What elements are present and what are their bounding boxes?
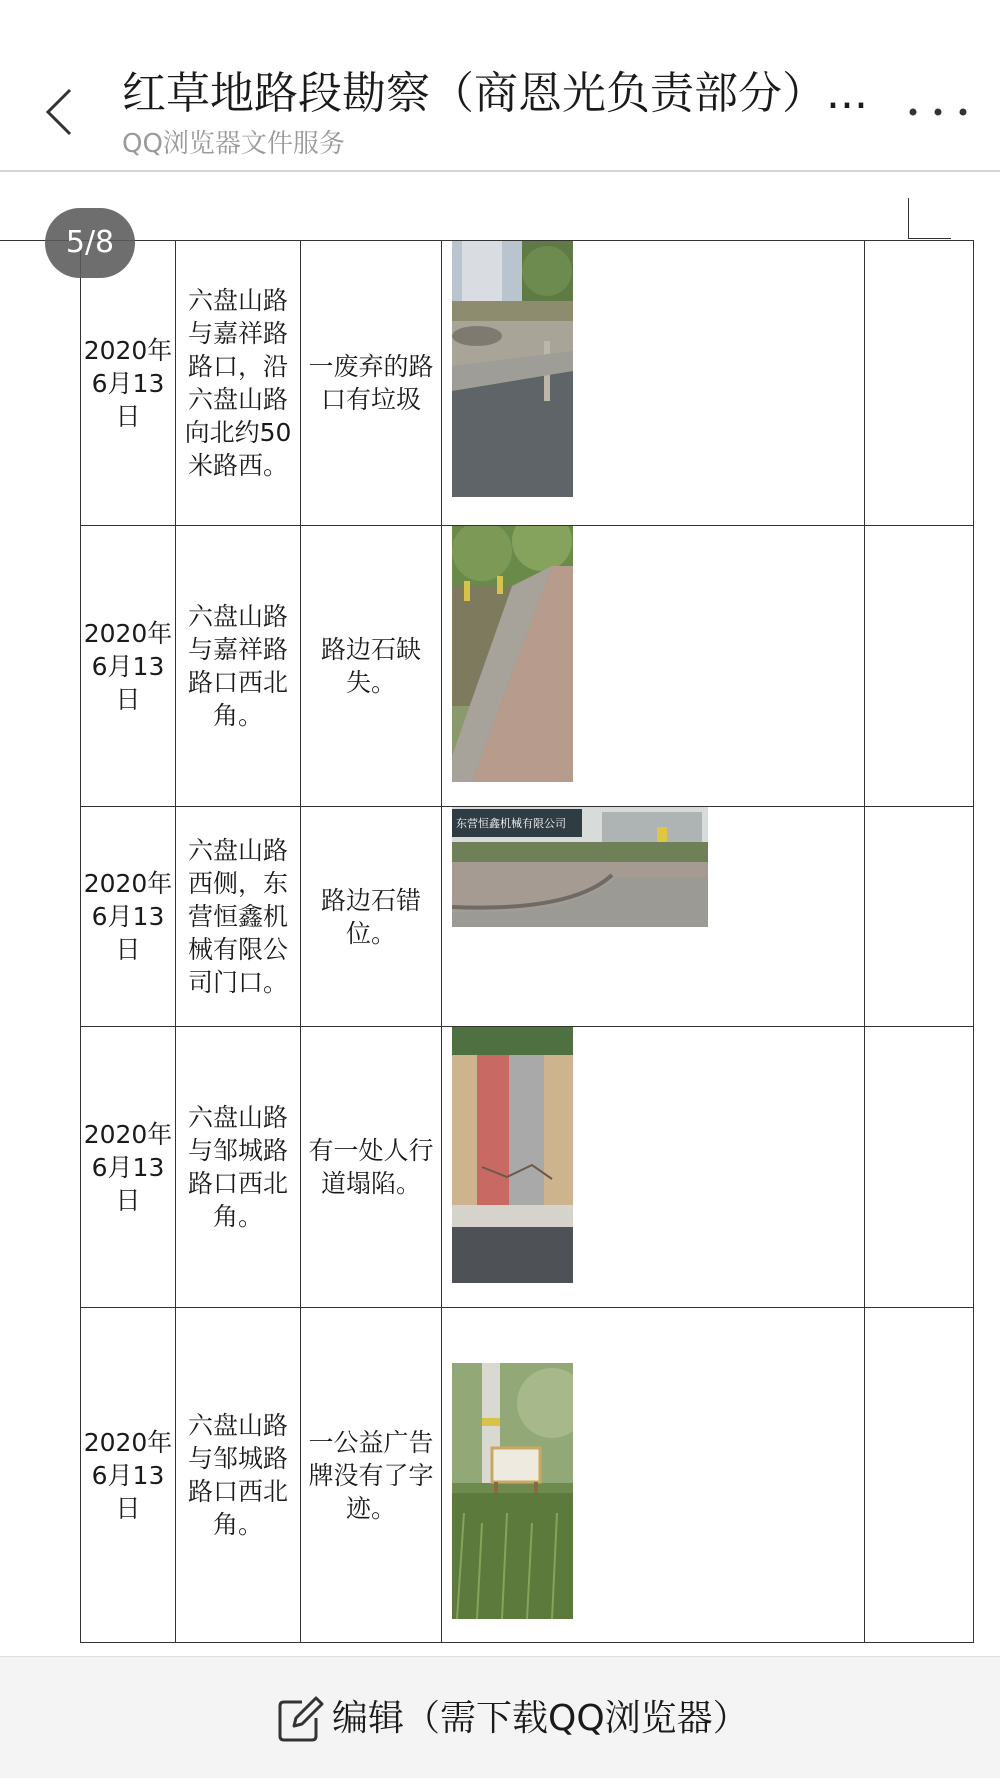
top-bar bbox=[0, 0, 1000, 172]
curb-debris-photo[interactable] bbox=[452, 241, 573, 497]
inspection-table bbox=[80, 240, 974, 1643]
location-cell: 六盘山路与嘉祥路路口西北角。 bbox=[176, 526, 301, 807]
more-dots-icon bbox=[905, 92, 985, 122]
date-cell: 2020年6月13日 bbox=[81, 241, 176, 526]
sidewalk-missing-curb-photo[interactable] bbox=[452, 526, 573, 782]
page-indicator: 5/8 bbox=[45, 208, 135, 278]
date-cell: 2020年6月13日 bbox=[81, 1308, 176, 1643]
issue-cell: 路边石错位。 bbox=[301, 807, 442, 1027]
photo-cell bbox=[442, 1308, 865, 1643]
notes-cell bbox=[865, 526, 974, 807]
table-row bbox=[81, 241, 974, 526]
edit-button[interactable] bbox=[272, 1691, 749, 1747]
table-row bbox=[81, 807, 974, 1027]
edit-icon bbox=[272, 1692, 326, 1746]
company-sign-text: 东营恒鑫机械有限公司 bbox=[456, 817, 566, 830]
date-cell: 2020年6月13日 bbox=[81, 526, 176, 807]
sidewalk-collapse-photo[interactable] bbox=[452, 1027, 573, 1283]
more-button[interactable] bbox=[905, 92, 985, 122]
date-cell: 2020年6月13日 bbox=[81, 807, 176, 1027]
photo-cell bbox=[442, 241, 865, 526]
location-cell: 六盘山路西侧，东营恒鑫机械有限公司门口。 bbox=[176, 807, 301, 1027]
table-row bbox=[81, 1027, 974, 1308]
document-title: 红草地路段勘察（商恩光负责部分）... bbox=[122, 68, 868, 119]
location-cell: 六盘山路与嘉祥路路口，沿六盘山路向北约50米路西。 bbox=[176, 241, 301, 526]
notes-cell bbox=[865, 241, 974, 526]
table-row bbox=[81, 526, 974, 807]
issue-cell: 一公益广告牌没有了字迹。 bbox=[301, 1308, 442, 1643]
back-button[interactable] bbox=[30, 70, 90, 150]
location-cell: 六盘山路与邹城路路口西北角。 bbox=[176, 1308, 301, 1643]
notes-cell bbox=[865, 807, 974, 1027]
issue-cell: 有一处人行道塌陷。 bbox=[301, 1027, 442, 1308]
edit-bar[interactable] bbox=[0, 1656, 1000, 1778]
photo-cell bbox=[442, 526, 865, 807]
blank-sign-grass-photo[interactable] bbox=[452, 1363, 573, 1619]
document-source: QQ浏览器文件服务 bbox=[122, 129, 345, 159]
chevron-left-icon bbox=[30, 70, 90, 150]
page-corner-mark bbox=[908, 198, 951, 239]
edit-button-label: 编辑（需下载QQ浏览器） bbox=[332, 1698, 749, 1739]
notes-cell bbox=[865, 1027, 974, 1308]
table-row bbox=[81, 1308, 974, 1643]
issue-cell: 一废弃的路口有垃圾 bbox=[301, 241, 442, 526]
photo-cell bbox=[442, 807, 865, 1027]
notes-cell bbox=[865, 1308, 974, 1643]
location-cell: 六盘山路与邹城路路口西北角。 bbox=[176, 1027, 301, 1308]
issue-cell: 路边石缺失。 bbox=[301, 526, 442, 807]
document-page[interactable] bbox=[0, 172, 1000, 1656]
photo-cell bbox=[442, 1027, 865, 1308]
date-cell: 2020年6月13日 bbox=[81, 1027, 176, 1308]
company-gate-curb-photo[interactable] bbox=[452, 807, 708, 927]
